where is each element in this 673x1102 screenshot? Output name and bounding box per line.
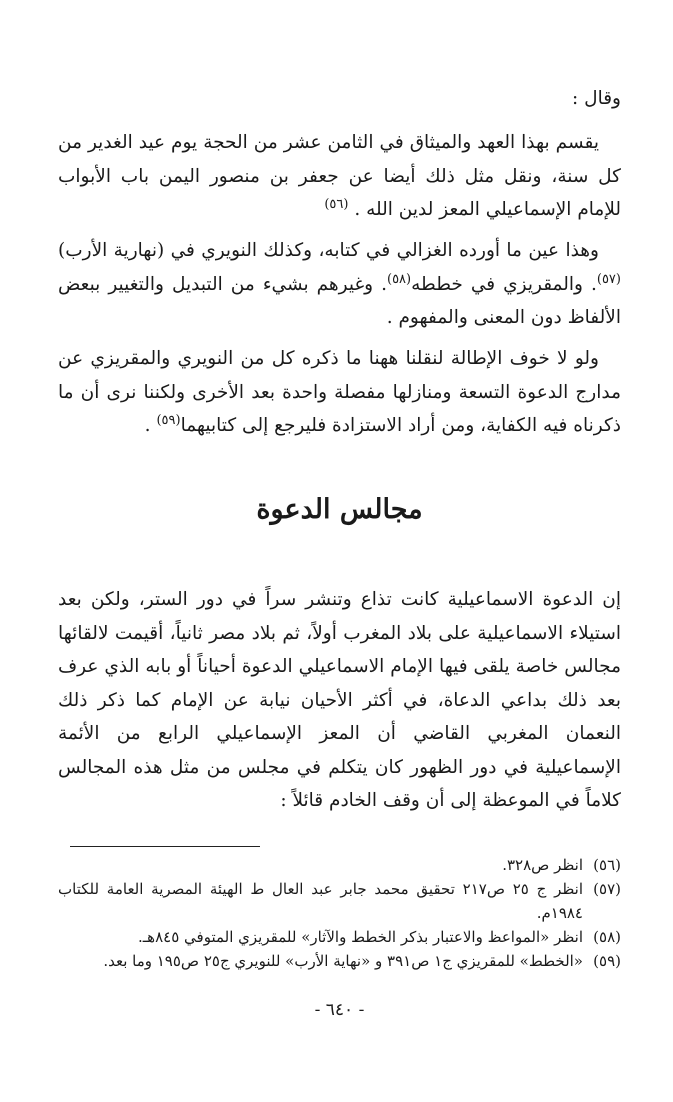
section-heading: مجالس الدعوة <box>256 494 423 525</box>
book-page <box>58 0 621 1102</box>
footnote-text: انظر ج ٢٥ ص٢١٧ تحقيق محمد جابر عبد العال ط الهيئة المصرية العامة للكتاب ١٩٨٤م. <box>58 880 583 922</box>
main-paragraph: إن الدعوة الاسماعيلية كانت تذاع وتنشر سراً في دور الستر، ولكن بعد استيلاء الاسماعيلية على بلاد المغرب أولاً، ثم بلاد مصر ثانياً، أقيمت لالقائها مجالس خاصة يلقى فيها الإمام الاسماعيلي الدعوة أحياناً أو بابه الذي عرف بعد ذلك بداعي الدعاة، في أكثر الأحيان نيابة عن الإمام كما ذكر ذلك النعمان المغربي القاضي أن المعز الإسماعيلي الرابع من الأئمة الإسماعيلية في دور الظهور كان يتكلم في مجلس من مثل هذه المجالس كلاماً في الموعظة إلى أن وقف الخادم قائلاً : <box>58 589 621 811</box>
footnote-text: انظر ص٣٢٨. <box>502 856 583 874</box>
footnote-57 <box>58 877 621 925</box>
footnote-ref-59: (٥٩) <box>156 412 181 428</box>
footnote-ref-58: (٥٨) <box>387 271 412 287</box>
footnote-text: انظر «المواعظ والاعتبار بذكر الخطط والآثار» للمقريزي المتوفي ٨٤٥هـ. <box>138 928 583 946</box>
paragraph-2-text-a: وهذا عين ما أورده الغزالي في كتابه، وكذلك النويري في (نهارية الأرب) <box>58 240 599 261</box>
footnotes-list <box>58 853 621 973</box>
paragraph-3 <box>58 342 621 443</box>
intro-line: وقال : <box>572 88 621 109</box>
paragraph-3-text: ولو لا خوف الإطالة لنقلنا ههنا ما ذكره كل من النويري والمقريزي عن مدارج الدعوة التسعة ومنازلها مفصلة واحدة بعد الأخرى ولكننا نرى أن ما ذكرناه فيه الكفاية، ومن أراد الاستزادة فليرجع إلى كتابيهما <box>58 348 621 436</box>
footnote-58 <box>58 925 621 949</box>
paragraph-2 <box>58 234 621 335</box>
footnote-number: (٥٩) <box>593 952 621 970</box>
footnote-text: «الخطط» للمقريزي ج١ ص٣٩١ و «نهاية الأرب» للنويري ج٢٥ ص١٩٥ وما بعد. <box>103 952 583 970</box>
footnote-number: (٥٧) <box>593 880 621 898</box>
footnote-number: (٥٦) <box>593 856 621 874</box>
footnote-divider <box>70 846 260 847</box>
footnote-ref-56: (٥٦) <box>324 196 349 212</box>
footnote-ref-57: (٥٧) <box>596 271 621 287</box>
paragraph-3-tail: . <box>144 415 151 436</box>
footnote-56 <box>58 853 621 877</box>
paragraph-2-text-b: . والمقريزي في خططه <box>411 273 597 295</box>
paragraph-2-text-c: . وغيرهم بشيء من التبديل والتغيير ببعض الألفاظ دون المعنى والمفهوم . <box>58 273 621 328</box>
footnote-59 <box>58 949 621 973</box>
paragraph-1 <box>58 126 621 227</box>
page-number: - ٦٤٠ - <box>314 1000 365 1020</box>
paragraph-1-text: يقسم بهذا العهد والميثاق في الثامن عشر من الحجة يوم عيد الغدير من كل سنة، ونقل مثل ذلك أيضا عن جعفر بن منصور اليمن باب الأبواب للإمام الإسماعيلي المعز لدين الله . <box>58 132 621 220</box>
footnote-number: (٥٨) <box>593 928 621 946</box>
